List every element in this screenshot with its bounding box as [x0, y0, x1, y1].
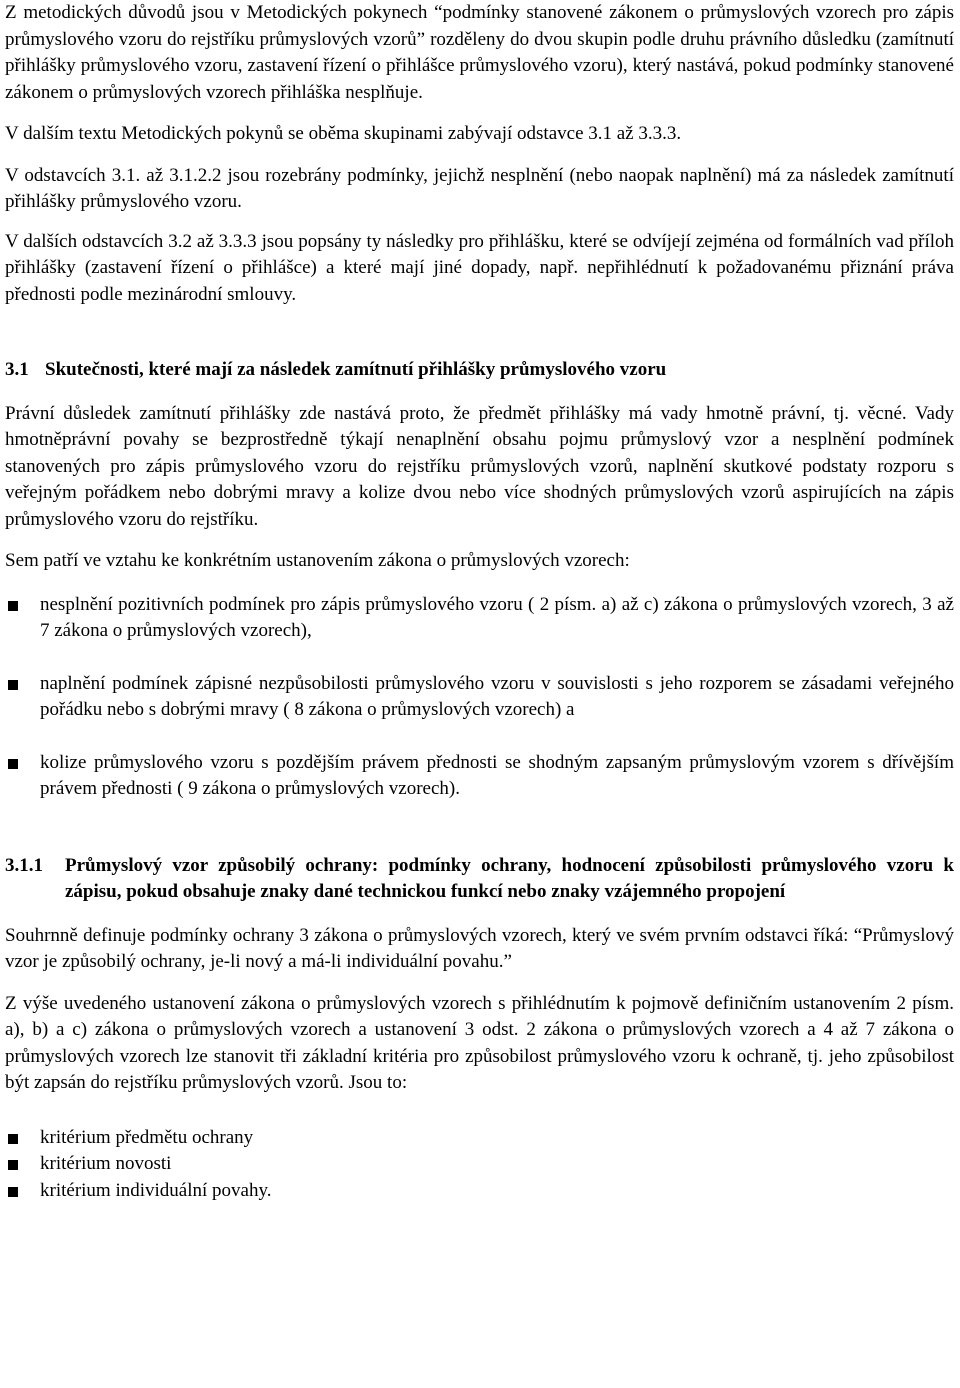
square-bullet-icon — [8, 680, 18, 690]
list-item-text: kritérium předmětu ochrany — [40, 1126, 254, 1148]
section-3-1-heading — [5, 357, 954, 384]
list-item — [5, 1178, 954, 1205]
list-item — [5, 1125, 954, 1152]
paragraph-section-32-333: V dalších odstavcích 3.2 až 3.3.3 jsou popsány ty následky pro přihlášku, které se odvíjejí zejména od formálních vad příloh přihlášky (zastavení řízení o přihlášce) a které mají jiné dopady, např. nepřihlédnutí k požadovanému přiznání práva přednosti podle mezinárodní smlouvy. — [5, 230, 954, 305]
section-3-1-paragraph-2: Sem patří ve vztahu ke konkrétním ustanovením zákona o průmyslových vzorech: — [5, 550, 630, 571]
list-item — [5, 1151, 954, 1178]
square-bullet-icon — [8, 601, 18, 611]
list-item-text: naplnění podmínek zápisné nezpůsobilosti průmyslového vzoru v souvislosti s jeho rozporem se zásadami veřejného pořádku nebo s dobrými mravy ( 8 zákona o průmyslových vzorech) a — [40, 672, 954, 720]
section-3-1-1-title: Průmyslový vzor způsobilý ochrany: podmínky ochrany, hodnocení způsobilosti průmyslového vzoru k zápisu, pokud obsahuje znaky dané technickou funkcí nebo znaky vzájemného propojení — [65, 854, 954, 902]
section-3-1-bullet-list — [5, 592, 954, 803]
section-3-1-1-bullet-list — [5, 1125, 954, 1205]
section-3-1-1-paragraph-2: Z výše uvedeného ustanovení zákona o průmyslových vzorech s přihlédnutím k pojmově definičním ustanovením 2 písm. a), b) a c) zákona o průmyslových vzorech a ustanovení 3 odst. 2 zákona o průmyslových vzorech a 4 až 7 zákona o průmyslových vzorech lze stanovit tři základní kritéria pro způsobilost průmyslového vzoru k ochraně, tj. jeho způsobilost být zapsán do rejstříku průmyslových vzorů. Jsou to: — [5, 992, 954, 1093]
square-bullet-icon — [8, 759, 18, 769]
square-bullet-icon — [8, 1134, 18, 1144]
section-3-1-number: 3.1 — [5, 359, 29, 380]
list-item-text: kolize průmyslového vzoru s pozdějším právem přednosti se shodným zapsaným průmyslovým vzorem s dřívějším právem přednosti ( 9 zákona o průmyslových vzorech). — [40, 751, 954, 799]
square-bullet-icon — [8, 1160, 18, 1170]
paragraph-groups: V dalším textu Metodických pokynů se oběma skupinami zabývají odstavce 3.1 až 3.3.3. — [5, 123, 682, 144]
list-item — [5, 750, 954, 803]
section-3-1-1-paragraph-1: Souhrnně definuje podmínky ochrany 3 zákona o průmyslových vzorech, který ve svém prvním odstavci říká: “Průmyslový vzor je způsobilý ochrany, je-li nový a má-li individuální povahu.” — [5, 924, 954, 972]
list-item-text: kritérium individuální povahy. — [40, 1179, 272, 1201]
paragraph-section-31-22: V odstavcích 3.1. až 3.1.2.2 jsou rozebrány podmínky, jejichž nesplnění (nebo naopak naplnění) má za následek zamítnutí přihlášky průmyslového vzoru. — [5, 164, 954, 212]
square-bullet-icon — [8, 1187, 18, 1197]
list-item — [5, 671, 954, 724]
section-3-1-1-heading — [5, 853, 954, 906]
section-3-1-paragraph-1: Právní důsledek zamítnutí přihlášky zde nastává proto, že předmět přihlášky má vady hmotně právní, tj. věcné. Vady hmotněprávní povahy se bezprostředně týkají nenaplnění obsahu pojmu průmyslový vzor a nesplnění podmínek stanovených pro zápis průmyslového vzoru do rejstříku průmyslových vzorů, naplnění skutkové podstaty rozporu s veřejným pořádkem nebo dobrými mravy a kolize dvou nebo více shodných průmyslových vzorů aspirujících na zápis průmyslového vzoru do rejstříku. — [5, 402, 954, 530]
list-item-text: kritérium novosti — [40, 1153, 172, 1174]
section-3-1-1-number: 3.1.1 — [5, 854, 43, 876]
section-3-1-title: Skutečnosti, které mají za následek zamítnutí přihlášky průmyslového vzoru — [45, 359, 667, 380]
list-item — [5, 592, 954, 645]
list-item-text: nesplnění pozitivních podmínek pro zápis průmyslového vzoru ( 2 písm. a) až c) zákona o průmyslových vzorech, 3 až 7 zákona o průmyslových vzorech), — [40, 593, 954, 641]
paragraph-intro: Z metodických důvodů jsou v Metodických pokynech “podmínky stanovené zákonem o průmyslových vzorech pro zápis průmyslového vzoru do rejstříku průmyslových vzorů” rozděleny do dvou skupin podle druhu právního důsledku (zamítnutí přihlášky průmyslového vzoru, zastavení řízení o přihlášce průmyslového vzoru), který nastává, pokud podmínky stanovené zákonem o průmyslových vzorech přihláška nesplňuje. — [5, 2, 954, 103]
